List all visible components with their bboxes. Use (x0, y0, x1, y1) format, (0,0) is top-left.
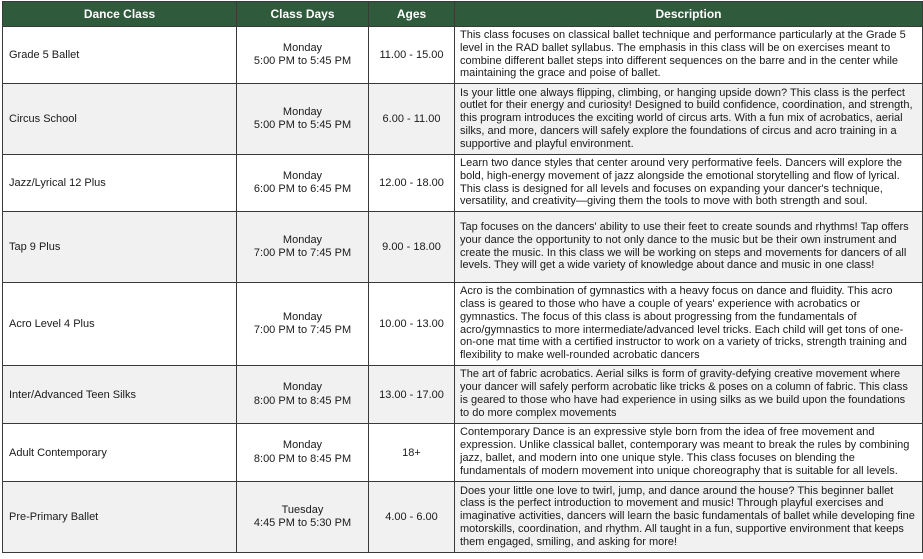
header-description: Description (455, 2, 923, 27)
header-ages: Ages (369, 2, 455, 27)
dance-class-cell: Adult Contemporary (3, 424, 237, 482)
table-row (3, 366, 923, 424)
description-cell: This class focuses on classical ballet technique and performance particularly at the Grade 5 level in the RAD ballet syllabus. The emphasis in this class will be on exercises meant to combine different ballet steps into different sequences on the barre and in the center while maintaining the grace and poise of ballet. (455, 27, 923, 84)
dance-class-cell: Jazz/Lyrical 12 Plus (3, 155, 237, 212)
day-text: Monday (282, 105, 323, 118)
table-row (3, 155, 923, 212)
ages-cell: 13.00 - 17.00 (369, 366, 455, 424)
header-dance-class: Dance Class (3, 2, 237, 27)
time-text: 7:00 PM to 7:45 PM (253, 324, 352, 336)
class-days-cell (237, 27, 369, 84)
class-days-cell (237, 155, 369, 212)
table-row (3, 27, 923, 84)
header-class-days: Class Days (237, 2, 369, 27)
time-text: 7:00 PM to 7:45 PM (253, 247, 352, 259)
class-days-cell (237, 482, 369, 553)
table-row (3, 482, 923, 553)
description-cell: The art of fabric acrobatics. Aerial silks is form of gravity-defying creative movement where your dancer will safely perform acrobatic like tricks & poses on a column of fabric. This class is geared to those who have had experience in using silks as we build upon the foundations to do more complex movements (455, 366, 923, 424)
ages-cell: 12.00 - 18.00 (369, 155, 455, 212)
description-cell: Does your little one love to twirl, jump, and dance around the house? This beginner ballet class is the perfect introduction to movement and music! Through playful exercises and imaginative activities, dancers will learn the basic fundamentals of ballet while developing fine motorskills, coordination, and rhythm. All taught in a fun, supportive environment that keeps them engaged, smiling, and asking for more! (455, 482, 923, 553)
ages-cell: 10.00 - 13.00 (369, 283, 455, 366)
table-row (3, 212, 923, 283)
class-days-cell (237, 366, 369, 424)
day-text: Monday (282, 41, 323, 54)
table-row (3, 283, 923, 366)
description-cell: Is your little one always flipping, climbing, or hanging upside down? This class is the perfect outlet for their energy and curiosity! Designed to build confidence, coordination, and strength, this program introduces the exciting world of circus arts. With a fun mix of acrobatics, aerial silks, and more, dancers will safely explore the foundations of circus and acro training in a supportive and playful environment. (455, 84, 923, 155)
description-cell: Tap focuses on the dancers' ability to use their feet to create sounds and rhythms! Tap offers your dance the opportunity to not only dance to the music but be their own instrument and create the music. In this class we will be working on steps and movements for dancers of all levels. They will get a wide variety of knowledge about dance and music in one class! (455, 212, 923, 283)
dance-class-cell: Pre-Primary Ballet (3, 482, 237, 553)
class-days-cell (237, 84, 369, 155)
class-days-cell (237, 283, 369, 366)
description-cell: Acro is the combination of gymnastics with a heavy focus on dance and fluidity. This acro class is geared to those who have a couple of years' experience with acrobatics or gymnastics. The focus of this class is about progressing from the fundamentals of acro/gymnastics to more intermediate/advanced level tricks. Each child will get tons of one-on-one mat time with a certified instructor to work on a variety of tricks, strength training and flexibility to make well-rounded acrobatic dancers (455, 283, 923, 366)
ages-cell: 11.00 - 15.00 (369, 27, 455, 84)
ages-cell: 4.00 - 6.00 (369, 482, 455, 553)
time-text: 8:00 PM to 8:45 PM (253, 452, 352, 465)
class-days-cell (237, 424, 369, 482)
dance-class-cell: Inter/Advanced Teen Silks (3, 366, 237, 424)
ages-cell: 18+ (369, 424, 455, 482)
day-text: Monday (282, 169, 323, 182)
ages-cell: 6.00 - 11.00 (369, 84, 455, 155)
class-days-cell (237, 212, 369, 283)
dance-class-cell: Grade 5 Ballet (3, 27, 237, 84)
time-text: 5:00 PM to 5:45 PM (253, 55, 352, 67)
day-text: Monday (282, 233, 323, 246)
ages-cell: 9.00 - 18.00 (369, 212, 455, 283)
dance-class-cell: Circus School (3, 84, 237, 155)
day-text: Monday (282, 381, 323, 393)
header-row (3, 2, 923, 27)
time-text: 4:45 PM to 5:30 PM (253, 517, 352, 529)
table-row (3, 424, 923, 482)
description-cell: Learn two dance styles that center around very performative feels. Dancers will explore the bold, high-energy movement of jazz alongside the emotional storytelling and flow of lyrical. This class is designed for all levels and focuses on expanding your dancer's technique, versatility, and creativity—giving them the tools to move with both strength and soul. (455, 155, 923, 212)
day-text: Monday (282, 439, 323, 451)
class-schedule-table (2, 1, 923, 553)
time-text: 6:00 PM to 6:45 PM (253, 183, 352, 195)
table-row (3, 84, 923, 155)
time-text: 5:00 PM to 5:45 PM (253, 119, 352, 131)
description-cell: Contemporary Dance is an expressive style born from the idea of free movement and expression. Unlike classical ballet, contemporary was meant to break the rules by combining jazz, ballet, and modern into one unique style. This class focuses on blending the fundamentals of modern movement into unique choreography that is suitable for all levels. (455, 424, 923, 482)
dance-class-cell: Tap 9 Plus (3, 212, 237, 283)
day-text: Monday (282, 310, 323, 323)
dance-class-cell: Acro Level 4 Plus (3, 283, 237, 366)
time-text: 8:00 PM to 8:45 PM (253, 394, 352, 407)
day-text: Tuesday (281, 503, 324, 516)
